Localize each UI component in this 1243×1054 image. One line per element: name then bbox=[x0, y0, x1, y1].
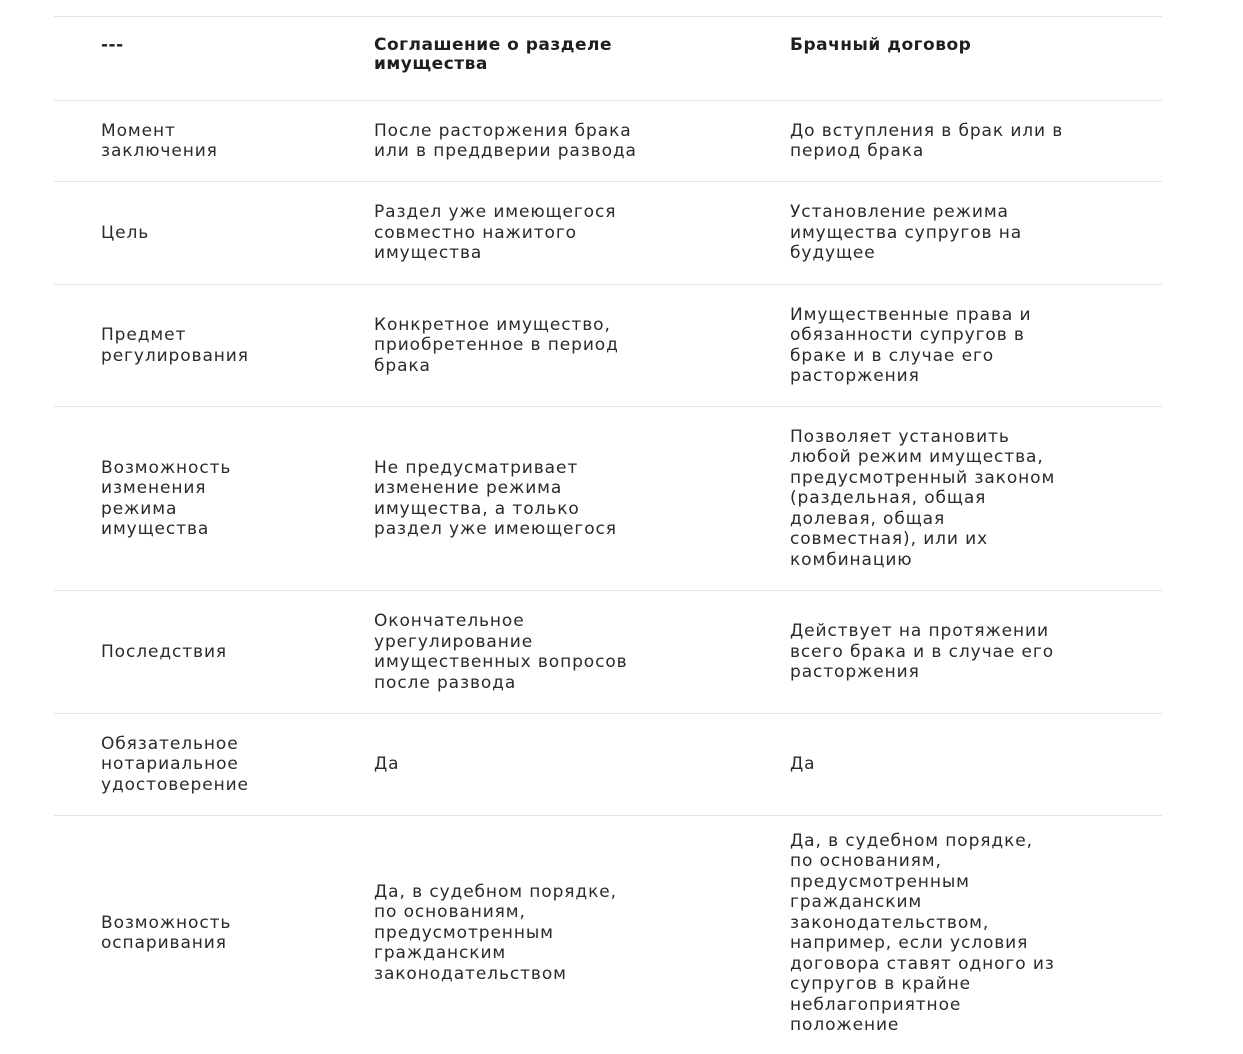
agreement-cell: Раздел уже имеющегося совместно нажитого имущества bbox=[374, 202, 617, 264]
table-row bbox=[54, 816, 1162, 1050]
row-label: Возможность оспаривания bbox=[101, 912, 232, 953]
agreement-cell: Окончательное урегулирование имущественных вопросов после развода bbox=[374, 611, 628, 693]
table-header-row bbox=[54, 17, 1162, 101]
marriage-contract-cell: Позволяет установить любой режим имущества, предусмотренный законом (раздельная, общая долевая, общая совместная), или их комбинацию bbox=[790, 426, 1056, 570]
row-label: Возможность изменения режима имущества bbox=[101, 457, 232, 539]
row-label: Предмет регулирования bbox=[101, 325, 249, 366]
header-cell-criterion: --- bbox=[101, 35, 124, 55]
table-row bbox=[54, 714, 1162, 816]
table-row bbox=[54, 182, 1162, 285]
row-label: Цель bbox=[101, 222, 150, 243]
header-cell-agreement: Соглашение о разделе имущества bbox=[374, 35, 613, 74]
marriage-contract-cell: Да bbox=[790, 754, 816, 775]
table-row bbox=[54, 285, 1162, 407]
table-row bbox=[54, 407, 1162, 591]
marriage-contract-cell: Имущественные права и обязанности супругов в браке и в случае его расторжения bbox=[790, 304, 1032, 386]
table-row bbox=[54, 101, 1162, 182]
agreement-cell: Да, в судебном порядке, по основаниям, предусмотренным гражданским законодательством bbox=[374, 881, 617, 984]
agreement-cell: После расторжения брака или в преддверии развода bbox=[374, 120, 637, 161]
row-label: Обязательное нотариальное удостоверение bbox=[101, 733, 249, 795]
comparison-table bbox=[54, 16, 1162, 1050]
table-row bbox=[54, 591, 1162, 714]
marriage-contract-cell: Действует на протяжении всего брака и в случае его расторжения bbox=[790, 621, 1055, 683]
agreement-cell: Не предусматривает изменение режима имущества, а только раздел уже имеющегося bbox=[374, 457, 617, 539]
marriage-contract-cell: Да, в судебном порядке, по основаниям, предусмотренным гражданским законодательством, например, если условия договора ставят одного из супругов в крайне неблагоприятное положение bbox=[790, 830, 1055, 1035]
row-label: Последствия bbox=[101, 641, 228, 662]
marriage-contract-cell: До вступления в брак или в период брака bbox=[790, 120, 1064, 161]
marriage-contract-cell: Установление режима имущества супругов на будущее bbox=[790, 202, 1023, 264]
header-cell-marriage-contract: Брачный договор bbox=[790, 35, 972, 55]
agreement-cell: Конкретное имущество, приобретенное в период брака bbox=[374, 314, 619, 376]
row-label: Момент заключения bbox=[101, 120, 218, 161]
agreement-cell: Да bbox=[374, 754, 400, 775]
